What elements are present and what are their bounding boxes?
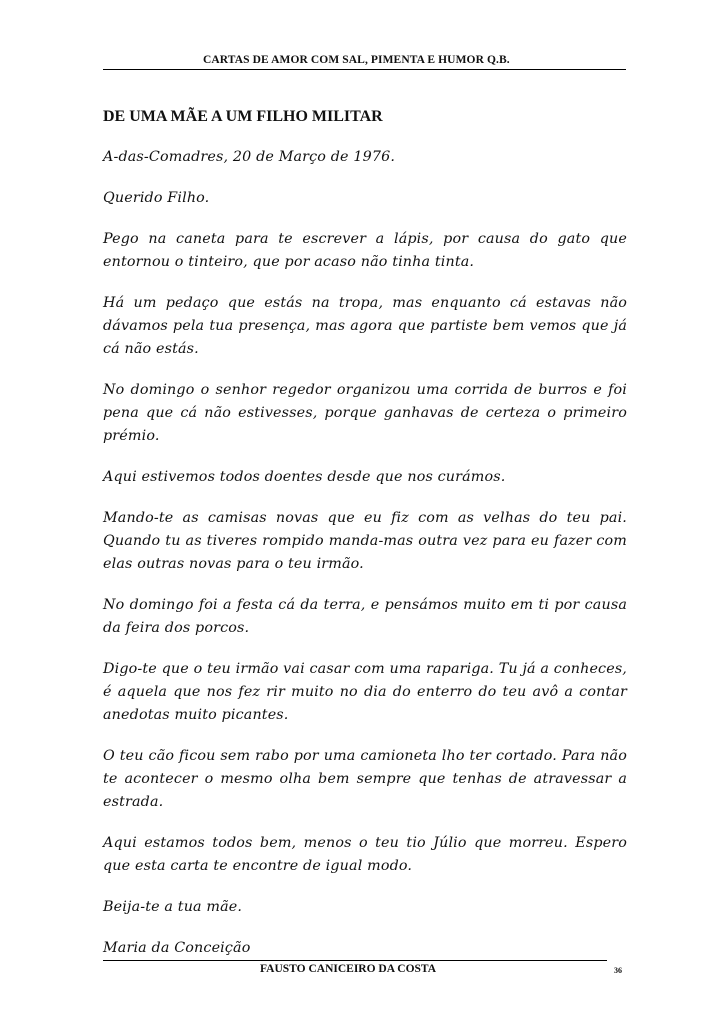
page-header	[103, 52, 626, 70]
letter-paragraph: No domingo foi a festa cá da terra, e pensámos muito em ti por causa da feira dos porcos.	[103, 597, 627, 636]
letter-paragraph: Há um pedaço que estás na tropa, mas enquanto cá estavas não dávamos pela tua presença, mas agora que partiste bem vemos que já cá não estás.	[103, 295, 627, 357]
letter-paragraph: No domingo o senhor regedor organizou uma corrida de burros e foi pena que cá não estivesses, porque ganhavas de certeza o primeiro prémio.	[103, 382, 627, 444]
letter-title: DE UMA MÃE A UM FILHO MILITAR	[103, 108, 383, 125]
letter-salutation: Querido Filho.	[103, 190, 210, 206]
page-number: 36	[614, 966, 622, 975]
letter-paragraph: O teu cão ficou sem rabo por uma camioneta lho ter cortado. Para não te acontecer o mesmo olha bem sempre que tenhas de atravessar a estrada.	[103, 748, 627, 810]
footer-author: FAUSTO CANICEIRO DA COSTA	[260, 963, 437, 975]
footer-rule	[103, 960, 607, 961]
letter-paragraph: Aqui estamos todos bem, menos o teu tio Júlio que morreu. Espero que esta carta te encontre de igual modo.	[103, 835, 627, 874]
letter-paragraph: Pego na caneta para te escrever a lápis, por causa do gato que entornou o tinteiro, que por acaso não tinha tinta.	[103, 231, 627, 270]
letter-closing: Beija-te a tua mãe.	[103, 899, 243, 915]
letter-paragraph: Aqui estivemos todos doentes desde que nos curámos.	[103, 469, 506, 485]
letter-place-date: A-das-Comadres, 20 de Março de 1976.	[103, 149, 396, 165]
letter-paragraph: Digo-te que o teu irmão vai casar com uma rapariga. Tu já a conheces, é aquela que nos fez rir muito no dia do enterro do teu avô a contar anedotas muito picantes.	[103, 661, 627, 723]
letter-signature: Maria da Conceição	[103, 940, 251, 956]
letter-body	[103, 146, 627, 960]
running-header-title: CARTAS DE AMOR COM SAL, PIMENTA E HUMOR Q.B.	[203, 54, 510, 66]
letter-paragraph: Mando-te as camisas novas que eu fiz com as velhas do teu pai. Quando tu as tiveres rompido manda-mas outra vez para eu fazer com elas outras novas para o teu irmão.	[103, 510, 627, 572]
